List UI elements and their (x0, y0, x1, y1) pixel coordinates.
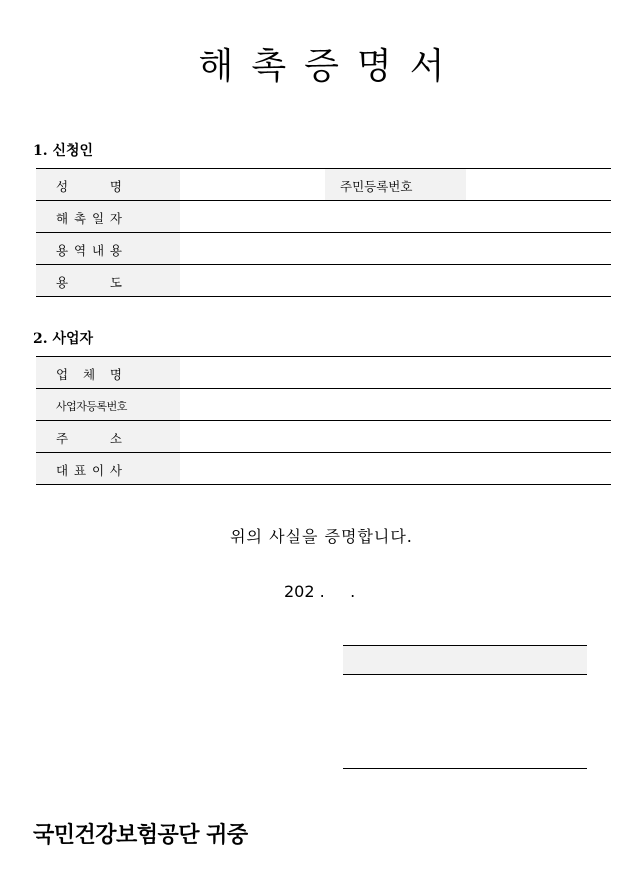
row-label: 업 체 명 (56, 367, 122, 382)
table-row-termination-date (36, 201, 611, 233)
table-row-name (36, 169, 611, 201)
table-row-business-number (36, 389, 611, 421)
table-row-address (36, 421, 611, 453)
table-row-ceo (36, 453, 611, 485)
row-label: 해 촉 일 자 (56, 211, 122, 226)
document-title: 해촉증명서 (198, 46, 463, 87)
signature-header-box (343, 645, 587, 675)
service-content-field[interactable] (180, 233, 611, 264)
row-label: 대 표 이 사 (56, 463, 122, 478)
termination-date-field[interactable] (180, 201, 611, 232)
table-row-service-content (36, 233, 611, 265)
business-number-field[interactable] (180, 389, 611, 420)
table-row-company-name (36, 357, 611, 389)
recipient-footer: 국민건강보험공단 귀중 (33, 823, 248, 848)
section-applicant-heading: 1. 신청인 (33, 143, 94, 159)
applicant-table (36, 168, 611, 297)
certification-statement: 위의 사실을 증명합니다. (230, 527, 413, 546)
row-label: 용 역 내 용 (56, 243, 122, 258)
row-label: 사업자등록번호 (56, 400, 127, 413)
issue-date: 202 . . (284, 582, 356, 601)
company-name-field[interactable] (180, 357, 611, 388)
business-table (36, 356, 611, 485)
address-field[interactable] (180, 421, 611, 452)
row-label: 주민등록번호 (340, 179, 413, 194)
row-label: 성 명 (56, 179, 122, 194)
row-label: 용 도 (56, 275, 122, 290)
table-row-purpose (36, 265, 611, 297)
purpose-field[interactable] (180, 265, 611, 296)
section-business-heading: 2. 사업자 (33, 331, 94, 347)
signature-line (343, 768, 587, 769)
row-label: 주 소 (56, 431, 122, 446)
resident-number-field[interactable] (466, 169, 611, 200)
ceo-field[interactable] (180, 453, 611, 484)
